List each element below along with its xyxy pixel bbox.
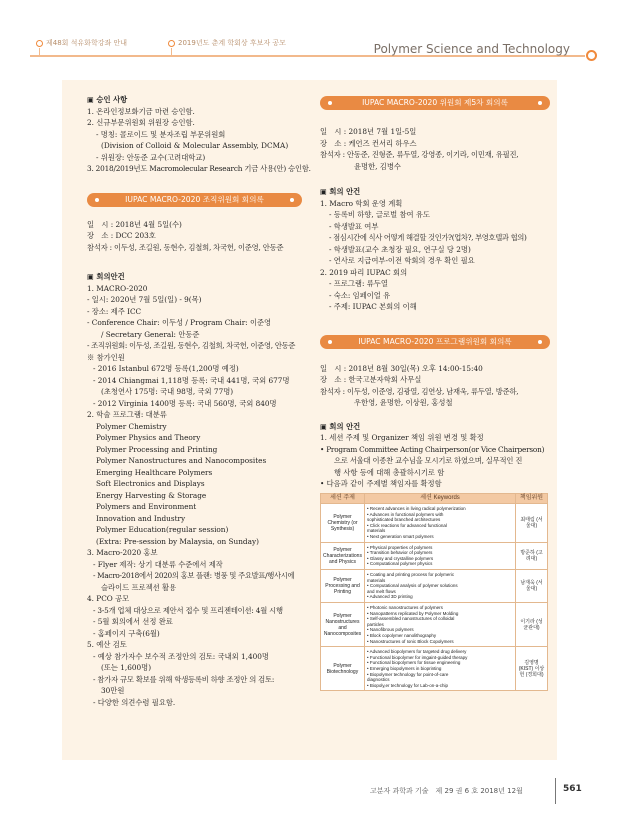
chair-cell: 방준하 (고려대) (516, 542, 548, 569)
right-column (320, 92, 550, 691)
agenda-line: / Secretary General: 안동준 (101, 329, 200, 339)
footer-divider (555, 778, 556, 804)
program-category: Polymer Processing and Printing (96, 444, 218, 454)
keyword-item: • Advances in functional polymers with (367, 511, 444, 517)
meeting-info-line: 참석자 : 안동준, 진형준, 류두열, 강영종, 이기라, 이민재, 유필진, (320, 150, 519, 159)
keywords-cell (365, 570, 516, 603)
session-table (320, 493, 548, 692)
keyword-item: • Computational polymer physics (367, 561, 433, 567)
keyword-item: • Functional biopolymer for imgaint-guided therapy (367, 654, 468, 660)
table-body (321, 504, 548, 691)
program-category: Energy Harvesting & Storage (96, 490, 207, 500)
keyword-item: • Biopolymer technology for point-of-care (367, 671, 449, 677)
pill-dot-icon (328, 101, 332, 105)
content-panel (62, 80, 557, 760)
agenda-line: - 홈페이지 구축(6월) (93, 628, 160, 638)
agenda-line: 1. Macro 학회 운영 계획 (320, 198, 403, 208)
keyword-item: • Block copolymer nanolithography (367, 632, 437, 638)
table-header-cell: 세션 Keywords (365, 493, 516, 504)
program-category: Polymer Education(regular session) (96, 525, 229, 534)
agenda-line: - 숙소: 임페이얼 유 (329, 290, 391, 300)
keyword-item: • Glassy and crystalline polymers (367, 555, 434, 561)
agenda-line: - 2016 Istanbul 672명 등록(1,200명 예정) (93, 364, 239, 373)
keywords-cell (365, 603, 516, 647)
meeting-info-line: 윤명한, 김병수 (354, 161, 401, 171)
chair-cell: 이기라 (성균관대) (516, 603, 548, 647)
table-row (321, 647, 548, 691)
keyword-item: • Photonic nanostructures of polymers (367, 605, 443, 610)
program-category: (Extra: Pre-session by Malaysia, on Sunday) (96, 536, 259, 546)
agenda-line: 2. 학술 프로그램: 대분류 (87, 410, 167, 419)
agenda-line: - 다양한 의견수렴 필요함. (93, 697, 176, 707)
meeting-info-line: 장 소 : DCC 203호 (87, 231, 156, 240)
keyword-item: • Coating and printing process for polymeric (367, 572, 455, 578)
agenda-line: 3. Macro-2020 홍보 (87, 548, 158, 557)
circle-marker-icon (36, 40, 43, 47)
program-category: Soft Electronics and Displays (96, 479, 205, 488)
agenda-title: ▣ 회의 안건 (320, 187, 361, 196)
agenda-title: ▣ 회의안건 (87, 272, 125, 281)
pill-dot-icon (538, 340, 542, 344)
header-link-award-label: 2019년도 춘계 학회상 후보자 공모 (178, 39, 286, 47)
agenda-line: ※ 참가인원 (87, 352, 125, 362)
approval-line: 3. 2018/2019년도 Macromolecular Research 기금 사용(안) 승인함. (87, 164, 311, 173)
keyword-item: and melt flows (367, 588, 396, 594)
meeting-info-line: 참석자 : 이두성, 이준영, 김광열, 김연상, 남재욱, 류두열, 방준하, (320, 386, 519, 396)
left-column (87, 94, 311, 708)
keywords-cell (365, 504, 516, 543)
agenda-line: - Conference Chair: 이두성 / Program Chair: 이준영 (87, 318, 272, 327)
agenda-line: - 연사로 지급여부-이전 학회의 경우 확인 필요 (329, 256, 475, 265)
agenda-line: - 장소: 제주 ICC (87, 306, 142, 316)
agenda-line: • Program Committee Acting Chairperson(or Vice Chairperson) (320, 444, 545, 454)
session-cell: Polymer Characterizations and Physics (321, 542, 365, 569)
agenda-line: - Flyer 제작: 상기 대분류 수준에서 제작 (93, 559, 223, 569)
session-cell: Polymer Chemistry (or Synthesis) (321, 504, 365, 543)
program-category: Polymer Chemistry (96, 421, 167, 431)
keyword-item: • Nanopatterns replicated by Polymer Molding (367, 610, 459, 616)
agenda-line: - 참가자 규모 확보를 위해 학생등록비 하향 조정안 의 검토: (93, 674, 275, 684)
agenda-line: (또는 1,600명) (101, 663, 152, 672)
footer-journal-info: 고분자 과학과 기술 제 29 권 6 호 2018년 12월 (370, 787, 523, 795)
keyword-item: • Advanced 3D printing (367, 594, 413, 600)
meeting-info-line: 장 소 : 케언즈 컨서리 하우스 (320, 138, 417, 148)
table-row (321, 504, 548, 543)
chair-cell: 최태림 (서울대) (516, 504, 548, 543)
agenda-title: ▣ 회의 안건 (320, 421, 361, 431)
section-pill-label: IUPAC MACRO-2020 프로그램위원회 회의록 (358, 336, 512, 346)
section-pill-program (320, 335, 550, 349)
journal-brand: Polymer Science and Technology (373, 42, 570, 56)
chair-cell: 남재욱 (서울대) (516, 570, 548, 603)
meeting-info-line: 장 소 : 한국고분자학회 사무실 (320, 375, 422, 384)
agenda-line: 30만원 (101, 686, 125, 695)
keyword-item: diagnostics (367, 677, 390, 683)
circle-marker-icon (168, 40, 175, 47)
section-pill-organizing (87, 193, 302, 207)
agenda-line: 슬라이드 프로젝션 활용 (101, 582, 177, 592)
approval-line: 1. 온라인정보화기금 마련 승인함. (87, 106, 195, 116)
agenda-line: - 조직위원회: 이두성, 조길원, 동현수, 김철희, 차국헌, 이준영, 안동준 (87, 341, 296, 350)
agenda-line: (초청연사 175명: 국내 98명, 국외 77명) (101, 387, 234, 396)
keyword-item: • Biopoly,er technology for Lab-on-a-chip (367, 682, 449, 688)
chair-cell: 김영명 (KIST) 이상헌 (경희대) (516, 647, 548, 691)
approval-line: 2. 신규부문위원회 위원장 승인함. (87, 118, 195, 127)
agenda-line: - 등록비 하향, 글로벌 참여 유도 (329, 210, 430, 219)
keyword-item: • Computational analysis of polymer solutions (367, 583, 458, 589)
keyword-item: particles (367, 621, 384, 627)
agenda-line: 행 사항 등에 대해 총괄하시기로 함 (334, 467, 445, 477)
section-pill-label: IUPAC MACRO-2020 조직위원회 회의록 (125, 194, 264, 204)
keyword-item: • Next generation smart polymers (367, 534, 434, 540)
keyword-item: • Nanofibrous polymers (367, 627, 414, 633)
header-link-award[interactable] (168, 38, 286, 48)
pill-dot-icon (328, 340, 332, 344)
program-category: Polymer Nanostructures and Nanocomposites (96, 456, 267, 465)
agenda-line: - 학생발표(교수 초청장 필요, 연구실 당 2명) (329, 244, 471, 254)
agenda-line: 4. PCO 공모 (87, 594, 130, 603)
keyword-item: materials (367, 528, 386, 534)
keyword-item: materials (367, 577, 386, 583)
program-category: Polymer Physics and Theory (96, 433, 201, 442)
approval-line: (Division of Colloid & Molecular Assembly, DCMA) (101, 141, 289, 150)
agenda-line: - 예상 참가자수 보수적 조정안의 검토: 국내외 1,400명 (93, 651, 269, 661)
meeting-info-line: 일 시 : 2018년 7월 1일-5일 (320, 127, 417, 136)
pill-dot-icon (95, 198, 99, 202)
keyword-item: • Physical properties of polymers (367, 544, 433, 550)
table-row (321, 542, 548, 569)
keyword-item: • Nanostructures of Ionic Block Copolymers (367, 638, 454, 644)
agenda-line: - 학생발표 여부 (329, 221, 379, 231)
header-link-course-label: 제48회 석유화학강좌 안내 (46, 39, 127, 47)
keyword-item: • Recent advances in living radical polymerization (367, 506, 466, 512)
agenda-line: - 2012 Virginia 1400명 등록: 국내 560명, 국외 840명 (93, 398, 277, 408)
table-row (321, 570, 548, 603)
agenda-line: - 3-5개 업체 대상으로 제안서 접수 및 프리젠테이션: 4월 시행 (93, 605, 283, 615)
section-pill-label: IUPAC MACRO-2020 위원회 제5차 회의록 (362, 98, 508, 107)
agenda-line: - 5월 회의에서 선정 완료 (93, 617, 173, 626)
meeting-info-line: 참석자 : 이두성, 조길원, 동현수, 김철희, 차국헌, 이준영, 안동준 (87, 242, 284, 252)
page-header (0, 0, 622, 80)
section-pill-committee5 (320, 96, 550, 110)
approval-line: - 명칭: 콜로이드 및 분자조립 부문위원회 (96, 129, 226, 139)
agenda-line: - 프로그램: 류두열 (329, 279, 388, 288)
keyword-item: • Advanced biopolymers for targeted drug delivery (367, 649, 467, 655)
keywords-cell (365, 542, 516, 569)
keyword-item: sophisticated branched architectures (367, 517, 441, 523)
meeting-info-line: 일 시 : 2018년 8월 30일(목) 오후 14:00-15:40 (320, 363, 483, 373)
agenda-line: • 다음과 같이 주제별 책임자를 확정함 (320, 479, 442, 488)
page-number: 561 (563, 784, 582, 794)
table-row (321, 603, 548, 647)
keyword-item: • Functional biopolymers for tissue engineering (367, 660, 461, 666)
agenda-line: - 일시: 2020년 7월 5일(일) - 9(목) (87, 295, 202, 304)
agenda-line: 5. 예산 검토 (87, 640, 127, 649)
agenda-line: 1. 세션 주제 및 Organizer 책임 위원 변경 및 확정 (320, 433, 484, 442)
session-cell: Polymer Processing and Printing (321, 570, 365, 603)
keyword-item: • Transition behavior of polymers (367, 550, 433, 556)
agenda-line: - 2014 Chiangmai 1,118명 등록: 국내 441명, 국외 677명 (93, 375, 290, 385)
keyword-item: • Emerging biopolymers in bioprinting (367, 665, 442, 671)
table-header-row (321, 493, 548, 504)
header-end-circle-icon (586, 50, 597, 61)
program-category: Emerging Healthcare Polymers (96, 467, 213, 477)
agenda-line: 1. MACRO-2020 (87, 283, 148, 293)
table-header-cell: 책임위원 (516, 493, 548, 504)
approval-line: - 위원장: 안동준 교수(고려대학교) (96, 152, 206, 162)
keywords-cell (365, 647, 516, 691)
agenda-line: 2. 2019 파리 IUPAC 회의 (320, 267, 408, 277)
session-cell: Polymer Biotechnology (321, 647, 365, 691)
table-header-cell: 세션 주제 (321, 493, 365, 504)
session-cell: Polymer Nanostructures and Nanocomposites (321, 603, 365, 647)
agenda-line: 으로 서울대 이종찬 교수님을 모시기로 하였으며, 실무적인 진 (334, 456, 523, 465)
program-category: Innovation and Industry (96, 513, 186, 523)
pill-dot-icon (538, 101, 542, 105)
approval-title: ▣ 승인 사항 (87, 95, 128, 104)
pill-dot-icon (290, 198, 294, 202)
program-category: Polymers and Environment (96, 502, 197, 511)
agenda-line: - 점심시간에 식사 어떻게 해결할 것인가?(업차?, 부영호텔과 협의) (329, 233, 527, 242)
header-link-course[interactable] (36, 38, 127, 48)
keyword-item: • Self-assembled nanostructures of colloidal (367, 616, 455, 622)
meeting-info-line: 일 시 : 2018년 4월 5일(수) (87, 219, 182, 229)
agenda-line: - Macro-2018에서 2020의 홍보 플랜: 병풍 및 주요발표/행사시에 (93, 571, 295, 580)
agenda-line: - 주제: IUPAC 본회의 이해 (329, 302, 417, 311)
keyword-item: • Click reactions for advanced functional (367, 522, 447, 528)
meeting-info-line: 우한영, 윤명한, 이상원, 홍성철 (354, 398, 453, 407)
